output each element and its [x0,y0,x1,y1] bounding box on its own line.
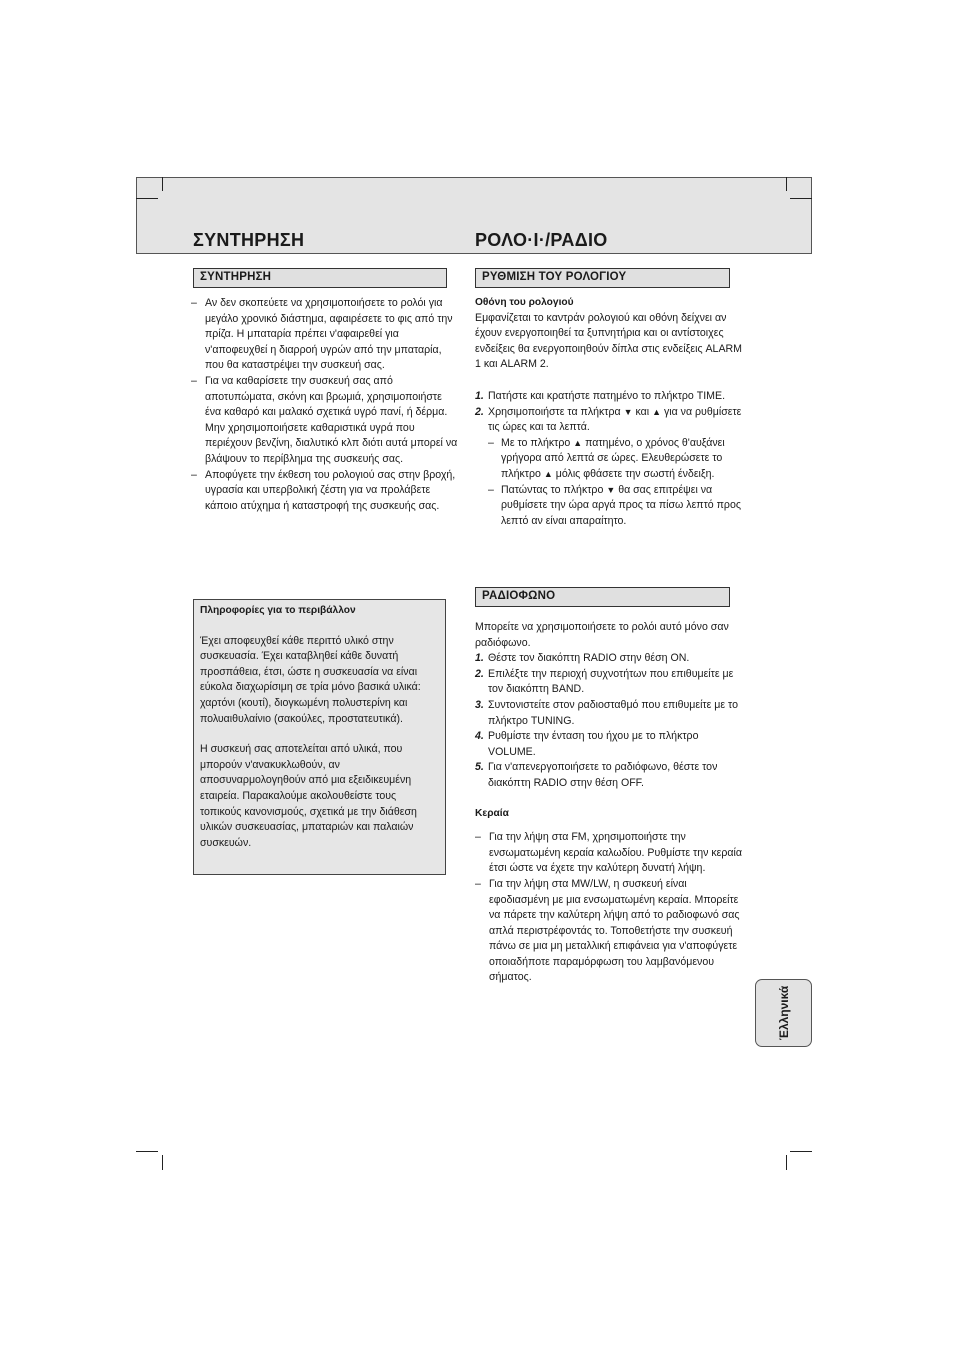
radio-steps [475,651,745,791]
clock-setting-heading: ΡΥΘΜΙΣΗ ΤΟΥ ΡΟΛΟΓΙΟΥ [475,268,730,288]
sub-text: Με το πλήκτρο [501,436,571,449]
list-item: – Για την λήψη στα FM, χρησιμοποιήστε την ενσωματωμένη κεραία καλωδίου. Ρυθμίστε την κεραία έτσι ώστε να έχετε την καλύτερη δυνατή λήψη. [475,830,745,877]
page-title-right: ΡΟΛΟ·Ι·/ΡΑΔΙΟ [475,230,608,250]
step-number: 3. [475,698,484,711]
environment-heading: Πληροφορίες για το περιβάλλον [200,605,356,616]
clock-display-subheading: Οθόνη του ρολογιού [475,297,574,308]
step-text: και [635,405,650,418]
list-item: – Αν δεν σκοπεύετε να χρησιμοποιήσετε το ρολόι για μεγάλο χρονικό διάστημα, αφαιρέσετε το φις από την πρίζα. Η μπαταρία πρέπει ν'αφαιρεθεί για ν'αποφευχθεί η διαρροή υγρών από την μπαταρία, που θα καταστρέψει την συσκευή σας. [191,296,459,374]
list-item: – Αποφύγετε την έκθεση του ρολογιού σας στην βροχή, υγρασία και υπερβολική ζέστη για να προλάβετε κάποιο ατύχημα ή καταστροφή της συσκευής σας. [191,468,459,515]
clock-setting-section [475,295,745,529]
sub-text: θα σας επιτρέψει να ρυθμίσετε την ώρα αργά προς τα πίσω λεπτό προς λεπτό αν είναι απαραίτητο. [501,483,741,527]
clock-steps [475,389,745,529]
step-text: Για ν'απενεργοποιήσετε το ραδιόφωνο, θέστε τον διακόπτη RADIO στην θέση OFF. [488,761,718,789]
list-item [475,667,745,698]
environment-paragraph: Έχει αποφευχθεί κάθε περιττό υλικό στην συσκευασία. Έχει καταβληθεί κάθε δυνατή προσπάθεια, έτσι, ώστε η συσκευασία να είναι εύκολα διαχωρίσιμη σε τρία μόνο βασικά υλικά: χαρτόνι (κουτί), διογκωμένη πολυστερίνη και πολυαιθυλαίνιο (σακούλες, προστατευτικά). [200,634,421,725]
step-number: 1. [475,389,484,402]
sub-text: Πατώντας το πλήκτρο [501,483,604,496]
sub-list [488,436,745,530]
down-arrow-icon: ▼ [623,406,633,417]
step-number: 4. [475,730,484,743]
language-tab-label: Έλληνικά [776,985,791,1041]
sub-text: πατημένο, ο χρόνος θ'αυξάνει γρήγορα από λεπτά σε ώρες. Ελευθερώσετε το πλήκτρο [501,436,725,480]
radio-intro: Μπορείτε να χρησιμοποιήσετε το ρολόι αυτό μόνο σαν ραδιόφωνο. [475,621,729,649]
list-item: – Για την λήψη στα MW/LW, η συσκευή είναι εφοδιασμένη με μια ενσωματωμένη κεραία. Μπορείτε να πάρετε την καλύτερη λήψη από το ραδιοφωνό σας απλά περιστρέφοντάς το. Τοποθετήστε την συσκευή πάνω σε μια μη μεταλλική επιφάνεια για ν'αποφύγετε οποιαδήποτε παραμόρφωση του λαμβανόμενου σήματος. [475,877,745,986]
radio-heading: ΡΑΔΙΟΦΩΝΟ [475,587,730,607]
crop-mark [790,198,812,199]
crop-mark [786,177,787,191]
step-text: Ρυθμίστε την ένταση του ήχου με το πλήκτρο VOLUME. [488,730,699,758]
list-item [475,389,745,405]
antenna-list [475,830,745,986]
crop-mark [136,1151,158,1152]
crop-mark [136,198,158,199]
up-arrow-icon: ▲ [573,437,583,448]
list-item: – Για να καθαρίσετε την συσκευή σας από αποτυπώματα, σκόνη και βρωμιά, χρησιμοποιήστε ένα καθαρό και μαλακό σχετικά υγρό πανί, ή δέρμα. Μην χρησιμοποιήσετε καθαριστικά υγρά που περιέχουν βενζίνη, διαλυτικό κλπ διότι αυτά μπορεί να βλάψουν το περίβλημα της συσκευής σας. [191,374,459,468]
language-tab [755,979,812,1047]
crop-mark [162,177,163,191]
sub-text: μόλις φθάσετε την σωστή ένδειξη. [555,467,715,480]
list-item [475,729,745,760]
list-item [488,436,745,483]
list-item [488,483,745,530]
step-text: Χρησιμοποιήστε τα πλήκτρα [488,405,621,418]
step-number: 1. [475,652,484,665]
list-item [475,698,745,729]
step-number: 5. [475,761,484,774]
step-text: Επιλέξτε την περιοχή συχνοτήτων που επιθυμείτε με τον διακόπτη BAND. [488,667,734,696]
step-text: για να ρυθμίσετε τις ώρες και τα λεπτά. [488,405,742,434]
list-item [475,651,745,667]
maintenance-list [191,296,459,514]
list-item [475,760,745,791]
list-item [475,405,745,530]
step-text: Πατήστε και κρατήστε πατημένο το πλήκτρο TIME. [488,389,726,402]
crop-mark [790,1151,812,1152]
step-text: Συντονιστείτε στον ραδιοσταθμό που επιθυμείτε με το πλήκτρο TUNING. [488,698,738,727]
crop-mark [786,1155,787,1170]
down-arrow-icon: ▼ [606,484,616,495]
clock-intro: Εμφανίζεται το καντράν ρολογιού και οθόνη δείχνει αν έχουν ενεργοποιηθεί τα ξυπνητήρια και οι αντίστοιχες ενδείξεις θα ενεργοποιηθούν δίπλα στις ενδείξεις ALARM 1 και ALARM 2. [475,311,742,371]
antenna-subheading: Κεραία [475,807,509,819]
crop-mark [162,1155,163,1170]
step-number: 2. [475,667,484,680]
radio-section [475,620,745,986]
page-title-left: ΣΥΝΤΗΡΗΣΗ [193,230,305,250]
environment-paragraph: Η συσκευή σας αποτελείται από υλικά, που μπορούν ν'ανακυκλωθούν, αν αποσυναρμολογηθούν από μια εξειδικευμένη εταιρεία. Παρακαλούμε ακολουθείστε τους τοπικούς κανονισμούς, σχετικά με την διάθεση υλικών συσκευασίας, μπαταριών και παλαιών συσκευών. [200,743,417,849]
environment-box [193,599,446,875]
up-arrow-icon: ▲ [543,468,553,479]
step-number: 2. [475,405,484,418]
up-arrow-icon: ▲ [652,406,661,417]
maintenance-heading: ΣΥΝΤΗΡΗΣΗ [193,268,447,288]
step-text: Θέστε τον διακόπτη RADIO στην θέση ON. [488,652,690,665]
